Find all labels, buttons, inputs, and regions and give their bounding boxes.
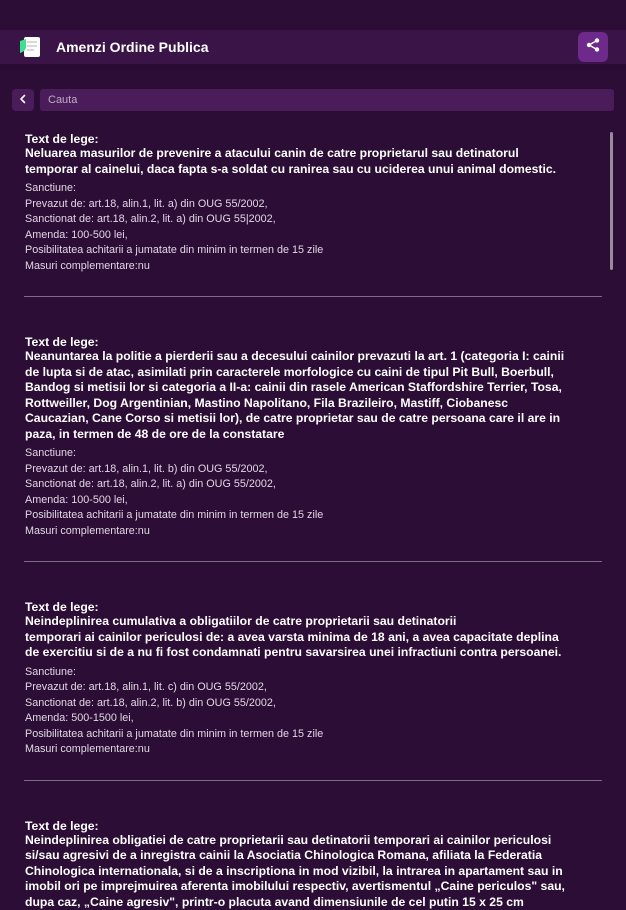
complementary-measures: Masuri complementare:nu — [25, 742, 602, 758]
entry-details — [25, 446, 602, 539]
back-button[interactable] — [12, 89, 34, 111]
sanction-heading: Sanctiune: — [25, 181, 602, 197]
app-title: Amenzi Ordine Publica — [56, 39, 578, 55]
provided-by: Prevazut de: art.18, alin.1, lit. a) din OUG 55/2002, — [25, 197, 602, 213]
entry-law-text: Neanuntarea la politie a pierderii sau a decesului cainilor prevazuti la art. 1 (categoria I: cainii de lupta si de atac, asimilati prin caracterele morfologice cu caini de tipul Pit Bull, Boerbull, Bandog si metisii lor si categoria a II-a: cainii din rasele American Staffordshire Terrier, Tosa, Rottweiller, Dog Argentinian, Mastino Napolitano, Fila Brazileiro, Mastiff, Ciobanesc Caucazian, Cane Corso si metisii lor), de catre proprietar sau de catre persoana care il are in paza, in termen de 48 de ore de la constatare — [25, 349, 602, 442]
share-icon — [585, 37, 601, 58]
complementary-measures: Masuri complementare:nu — [25, 259, 602, 275]
sanctioned-by: Sanctionat de: art.18, alin.2, lit. a) din OUG 55/2002, — [25, 477, 602, 493]
entry-law-text: Neluarea masurilor de prevenire a atacului canin de catre proprietarul sau detinatorul temporar al cainelui, daca fapta s-a soldat cu ranirea sau cu uciderea unui animal domestic. — [25, 146, 602, 177]
provided-by: Prevazut de: art.18, alin.1, lit. b) din OUG 55/2002, — [25, 462, 602, 478]
list-item[interactable] — [0, 594, 626, 758]
search-bar — [12, 88, 614, 112]
divider — [24, 296, 602, 297]
fine-amount: Amenda: 100-500 lei, — [25, 493, 602, 509]
entry-label: Text de lege: — [25, 819, 602, 833]
half-payment-note: Posibilitatea achitarii a jumatate din minim in termen de 15 zile — [25, 243, 602, 259]
sanctioned-by: Sanctionat de: art.18, alin.2, lit. a) din OUG 55|2002, — [25, 212, 602, 228]
app-bar — [0, 30, 626, 70]
sanction-heading: Sanctiune: — [25, 665, 602, 681]
entry-details — [25, 181, 602, 274]
app-logo-icon — [18, 33, 46, 61]
entry-law-text: Neindeplinirea cumulativa a obligatiilor de catre proprietarii sau detinatorii temporari ai cainilor periculosi de: a avea varsta minima de 18 ani, a avea capacitate deplina de exercitiu si de a nu fi fost condamnati pentru savarsirea unei infractiuni contra persoanei. — [25, 614, 602, 661]
entry-law-text: Neindeplinirea obligatiei de catre proprietarii sau detinatorii temporari ai cainilor periculosi si/sau agresivi de a inregistra cainii la Asociatia Chinologica Romana, afiliata la Federatia Chinologica internationala, si de a inscriptiona in mod vizibil, la intrarea in apartament sau in imobil ori pe imprejmuirea aferenta imobilului respectiv, avertismentul „Caine periculos" sau, dupa caz, „Caine agresiv", printr-o placuta avand dimensiunile de cel putin 15 x 25 cm — [25, 833, 602, 910]
entry-label: Text de lege: — [25, 132, 602, 146]
entry-label: Text de lege: — [25, 600, 602, 614]
sanctioned-by: Sanctionat de: art.18, alin.2, lit. b) din OUG 55/2002, — [25, 696, 602, 712]
half-payment-note: Posibilitatea achitarii a jumatate din minim in termen de 15 zile — [25, 727, 602, 743]
list-item[interactable] — [0, 329, 626, 539]
entry-label: Text de lege: — [25, 335, 602, 349]
divider — [24, 561, 602, 562]
provided-by: Prevazut de: art.18, alin.1, lit. c) din OUG 55/2002, — [25, 680, 602, 696]
half-payment-note: Posibilitatea achitarii a jumatate din minim in termen de 15 zile — [25, 508, 602, 524]
share-button[interactable] — [578, 32, 608, 62]
list-item[interactable] — [0, 813, 626, 910]
search-input[interactable] — [40, 89, 614, 111]
sanction-heading: Sanctiune: — [25, 446, 602, 462]
fine-amount: Amenda: 100-500 lei, — [25, 228, 602, 244]
entry-details — [25, 665, 602, 758]
chevron-left-icon — [18, 91, 28, 109]
list-item[interactable] — [0, 126, 626, 274]
divider — [24, 780, 602, 781]
fines-list[interactable] — [0, 126, 626, 904]
scrollbar[interactable] — [610, 132, 613, 270]
status-bar — [0, 0, 626, 30]
fine-amount: Amenda: 500-1500 lei, — [25, 711, 602, 727]
complementary-measures: Masuri complementare:nu — [25, 524, 602, 540]
